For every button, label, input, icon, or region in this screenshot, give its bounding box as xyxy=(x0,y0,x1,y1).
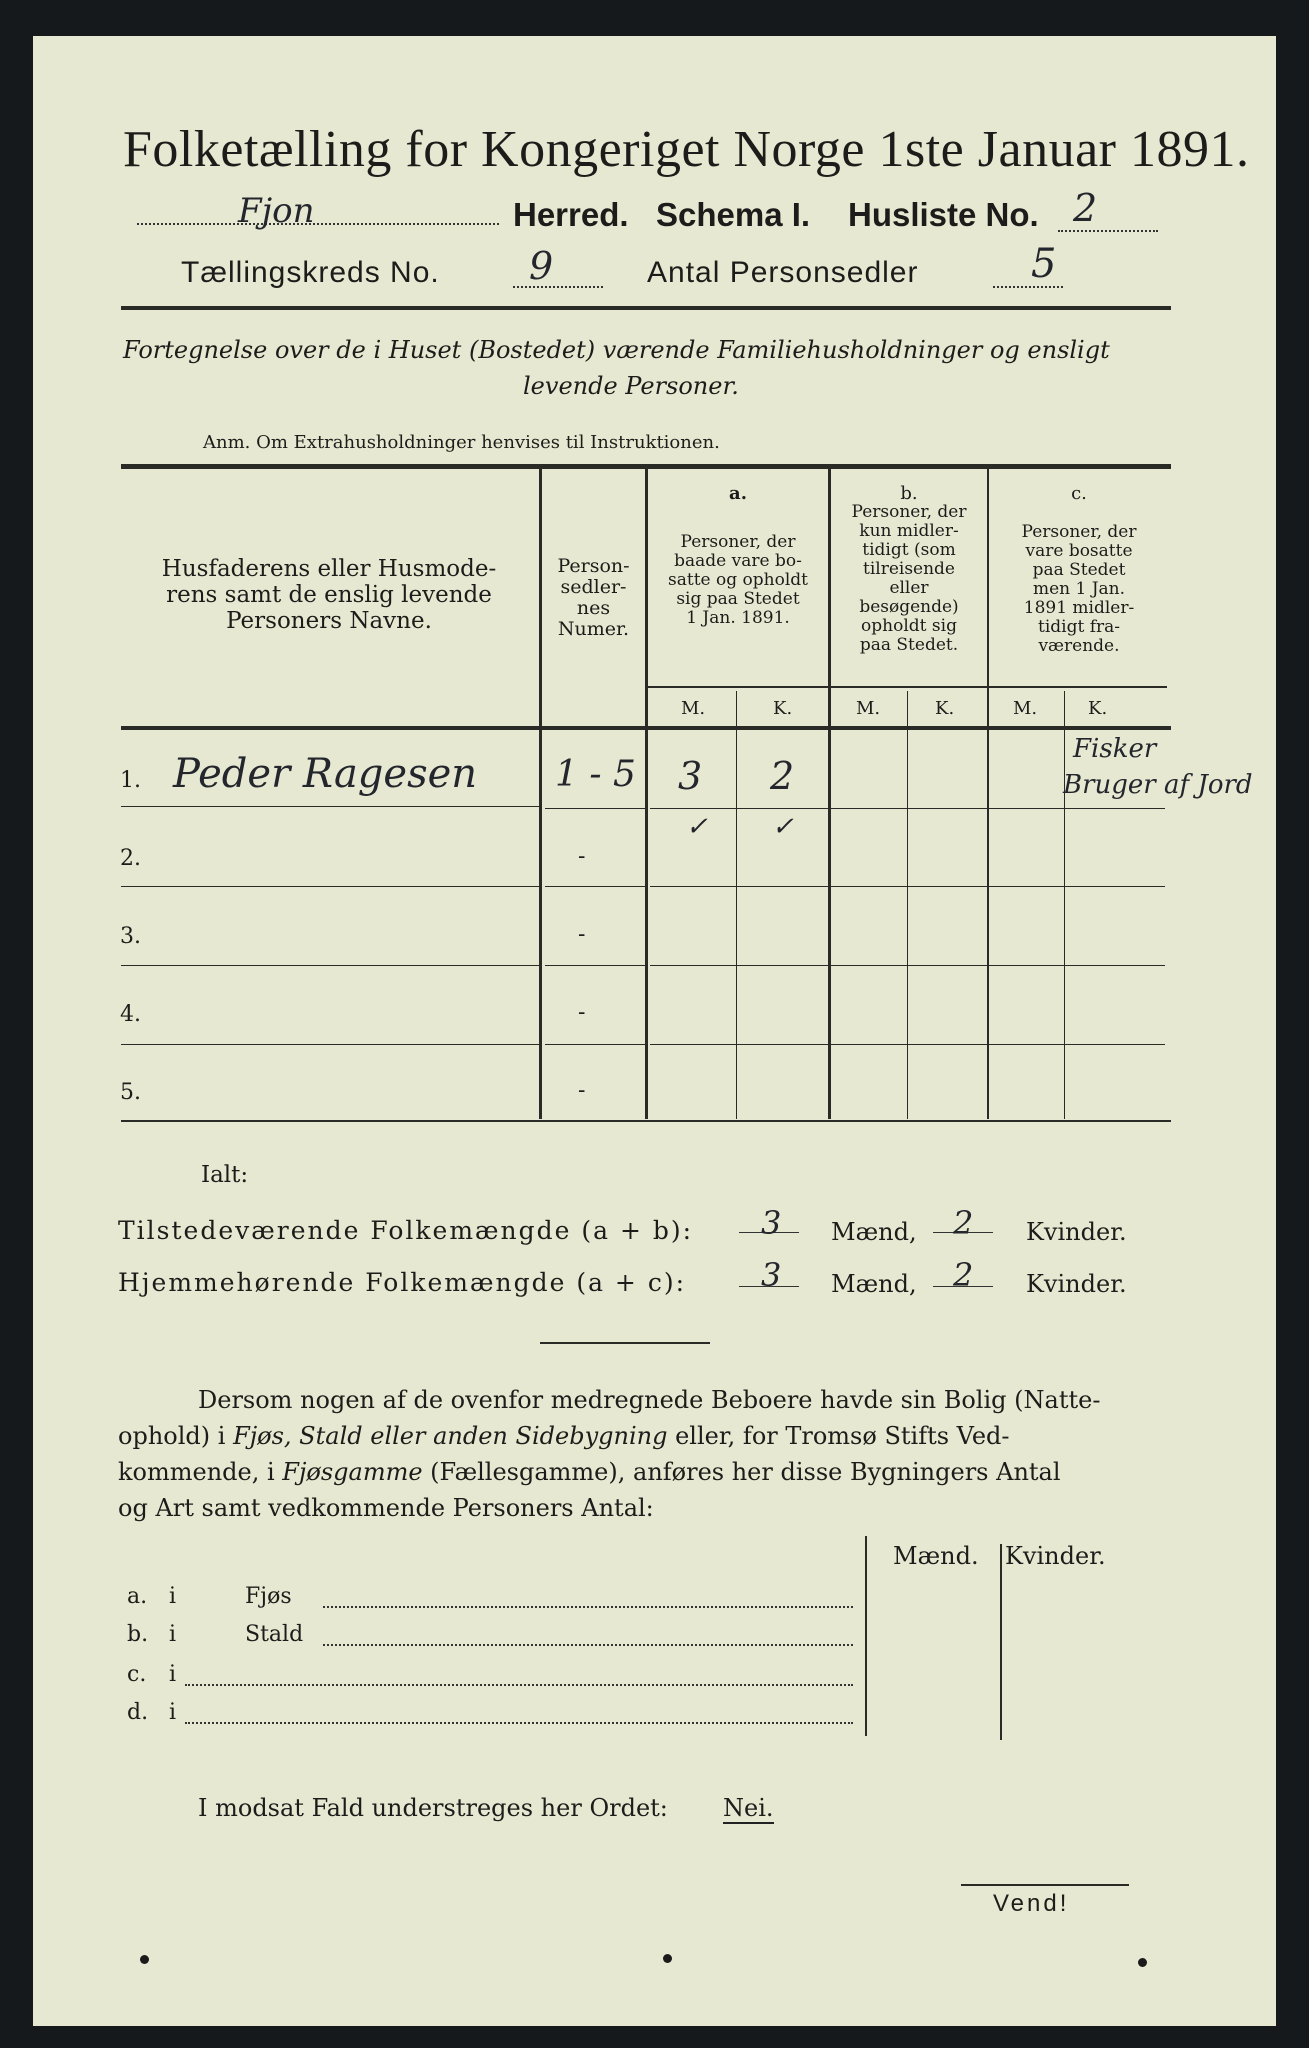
row-a-m-2: ✓ xyxy=(686,812,708,842)
kreds-value: 9 xyxy=(529,244,554,288)
buildings-col-divider-2 xyxy=(1000,1544,1002,1740)
row-name-1: Peder Ragesen xyxy=(173,751,478,797)
buildings-row-d-i: i xyxy=(169,1700,177,1725)
row-rule-names-4 xyxy=(121,1044,541,1045)
total-line1-kvinder: Kvinder. xyxy=(1026,1218,1127,1246)
buildings-row-c-letter: c. xyxy=(127,1662,147,1687)
buildings-paragraph-line4: og Art samt vedkommende Personers Antal: xyxy=(118,1494,654,1522)
row-number-1: 1. xyxy=(120,768,141,793)
b-k-label: K. xyxy=(935,698,955,719)
header-numer: Person- sedler- nes Numer. xyxy=(557,555,630,640)
row-rule-numer-3 xyxy=(545,965,645,966)
row-note1-1: Fisker xyxy=(1073,734,1157,764)
header-c-text: Personer, der vare bosatte paa Stedet men 1 Jan. 1891 midler- tidigt fra- værende. xyxy=(1021,522,1137,656)
buildings-maend-header: Mænd. xyxy=(893,1542,979,1570)
row-numer-1: 1 - 5 xyxy=(555,754,636,795)
row-number-4: 4. xyxy=(120,1002,141,1027)
row-rule-data-2 xyxy=(650,886,1165,887)
row-numer-3: - xyxy=(578,922,586,947)
husliste-dotted-line xyxy=(1058,230,1158,232)
b-m-label: M. xyxy=(856,698,881,719)
header-names: Husfaderens eller Husmode- rens samt de enslig levende Personers Navne. xyxy=(161,556,497,634)
total-line2-label: Hjemmehørende Folkemængde (a + c): xyxy=(118,1268,686,1297)
a-k-label: K. xyxy=(773,698,793,719)
row-rule-data-4 xyxy=(650,1044,1165,1045)
husliste-value: 2 xyxy=(1073,186,1098,230)
header-c-letter: c. xyxy=(1071,483,1087,504)
buildings-row-d-letter: d. xyxy=(127,1700,149,1725)
header-rule xyxy=(121,306,1171,310)
buildings-paragraph-line3: kommende, i Fjøsgamme (Fællesgamme), anføres her disse Bygningers Antal xyxy=(118,1458,1061,1486)
total-line1-k: 2 xyxy=(953,1204,974,1242)
buildings-paragraph-line2: ophold) i Fjøs, Stald eller anden Sidebygning eller, for Tromsø Stifts Ved- xyxy=(118,1422,1010,1450)
col-divider-b-mk xyxy=(907,691,908,1119)
c-k-label: K. xyxy=(1088,698,1108,719)
total-line2-m: 3 xyxy=(761,1256,782,1294)
buildings-row-c-i: i xyxy=(169,1662,177,1687)
buildings-col-divider-1 xyxy=(865,1536,867,1736)
col-divider-c-mk xyxy=(1064,691,1065,1119)
row-number-3: 3. xyxy=(120,924,141,949)
row-rule-numer-4 xyxy=(545,1044,645,1045)
antal-label: Antal Personsedler xyxy=(647,256,919,289)
antal-value: 5 xyxy=(1031,241,1057,287)
total-line1-maend: Mænd, xyxy=(831,1218,917,1246)
row-note2-1: Bruger af Jord xyxy=(1063,770,1253,800)
schema-label: Schema I. xyxy=(656,196,811,233)
row-a-k-2: ✓ xyxy=(772,812,794,842)
row-a-k-1: 2 xyxy=(770,754,795,798)
buildings-row-b-dots xyxy=(323,1644,853,1646)
row-rule-data-3 xyxy=(650,965,1165,966)
row-numer-5: - xyxy=(578,1078,586,1103)
total-line2-maend: Mænd, xyxy=(831,1270,917,1298)
row-rule-numer-2 xyxy=(545,886,645,887)
vend-text: Vend! xyxy=(993,1890,1070,1917)
subtitle-line2: levende Personer. xyxy=(523,372,739,400)
buildings-row-a-letter: a. xyxy=(127,1584,148,1609)
herred-label: Herred. xyxy=(513,196,629,233)
buildings-row-c-dots xyxy=(185,1684,853,1686)
table-bottom-rule xyxy=(121,1120,1171,1122)
row-rule-names-3 xyxy=(121,965,541,966)
herred-value: Fjon xyxy=(238,191,315,231)
header-b-letter: b. xyxy=(900,483,918,504)
ialt-label: Ialt: xyxy=(201,1162,249,1188)
anm-note: Anm. Om Extrahusholdninger henvises til Instruktionen. xyxy=(203,432,720,453)
buildings-row-b-i: i xyxy=(169,1622,177,1647)
row-rule-data-1 xyxy=(650,808,1165,809)
total-line1-m: 3 xyxy=(761,1204,782,1242)
header-b-text: Personer, der kun midler- tidigt (som tilreisende eller besøgende) opholdt sig paa Stedet. xyxy=(851,502,967,655)
nei-word: Nei. xyxy=(723,1794,774,1822)
kreds-dotted-line xyxy=(513,286,603,288)
buildings-row-a-dots xyxy=(323,1606,853,1608)
husliste-label: Husliste No. xyxy=(848,196,1039,233)
section-divider xyxy=(540,1342,710,1344)
row-rule-numer-1 xyxy=(545,808,645,809)
binding-hole-center xyxy=(663,1954,672,1963)
row-rule-names-2 xyxy=(121,886,541,887)
total-line2-kvinder: Kvinder. xyxy=(1026,1270,1127,1298)
buildings-row-a-label: Fjøs xyxy=(245,1584,292,1609)
form-title: Folketælling for Kongeriget Norge 1ste Januar 1891. xyxy=(123,121,1250,178)
census-form-sheet xyxy=(33,36,1276,2026)
herred-dotted-line xyxy=(137,223,499,225)
row-a-m-1: 3 xyxy=(678,754,703,798)
row-number-5: 5. xyxy=(120,1080,141,1105)
mk-header-rule xyxy=(647,686,1167,688)
binding-hole-right xyxy=(1138,1958,1147,1967)
header-a-text: Personer, der baade vare bo- satte og opholdt sig paa Stedet 1 Jan. 1891. xyxy=(668,532,808,628)
kreds-label: Tællingskreds No. xyxy=(181,256,440,289)
row-rule-names-1 xyxy=(121,806,541,807)
buildings-paragraph-line1: Dersom nogen af de ovenfor medregnede Beboere havde sin Bolig (Natte- xyxy=(198,1386,1101,1414)
a-m-label: M. xyxy=(681,698,706,719)
header-a-letter: a. xyxy=(729,483,747,504)
buildings-kvinder-header: Kvinder. xyxy=(1005,1542,1106,1570)
total-line1-label: Tilstedeværende Folkemængde (a + b): xyxy=(118,1216,694,1245)
vend-rule xyxy=(961,1884,1129,1886)
col-divider-a-mk xyxy=(736,691,737,1119)
modsat-text: I modsat Fald understreges her Ordet: xyxy=(198,1794,668,1822)
row-numer-2: - xyxy=(578,844,586,869)
binding-hole-left xyxy=(140,1955,149,1964)
buildings-row-a-i: i xyxy=(169,1584,177,1609)
buildings-row-d-dots xyxy=(185,1722,853,1724)
buildings-row-b-label: Stald xyxy=(245,1622,304,1647)
row-number-2: 2. xyxy=(120,846,141,871)
c-m-label: M. xyxy=(1013,698,1038,719)
buildings-row-b-letter: b. xyxy=(127,1622,149,1647)
row-numer-4: - xyxy=(578,1000,586,1025)
total-line2-k: 2 xyxy=(953,1256,974,1294)
subtitle-line1: Fortegnelse over de i Huset (Bostedet) værende Familiehusholdninger og ensligt xyxy=(123,336,1110,364)
